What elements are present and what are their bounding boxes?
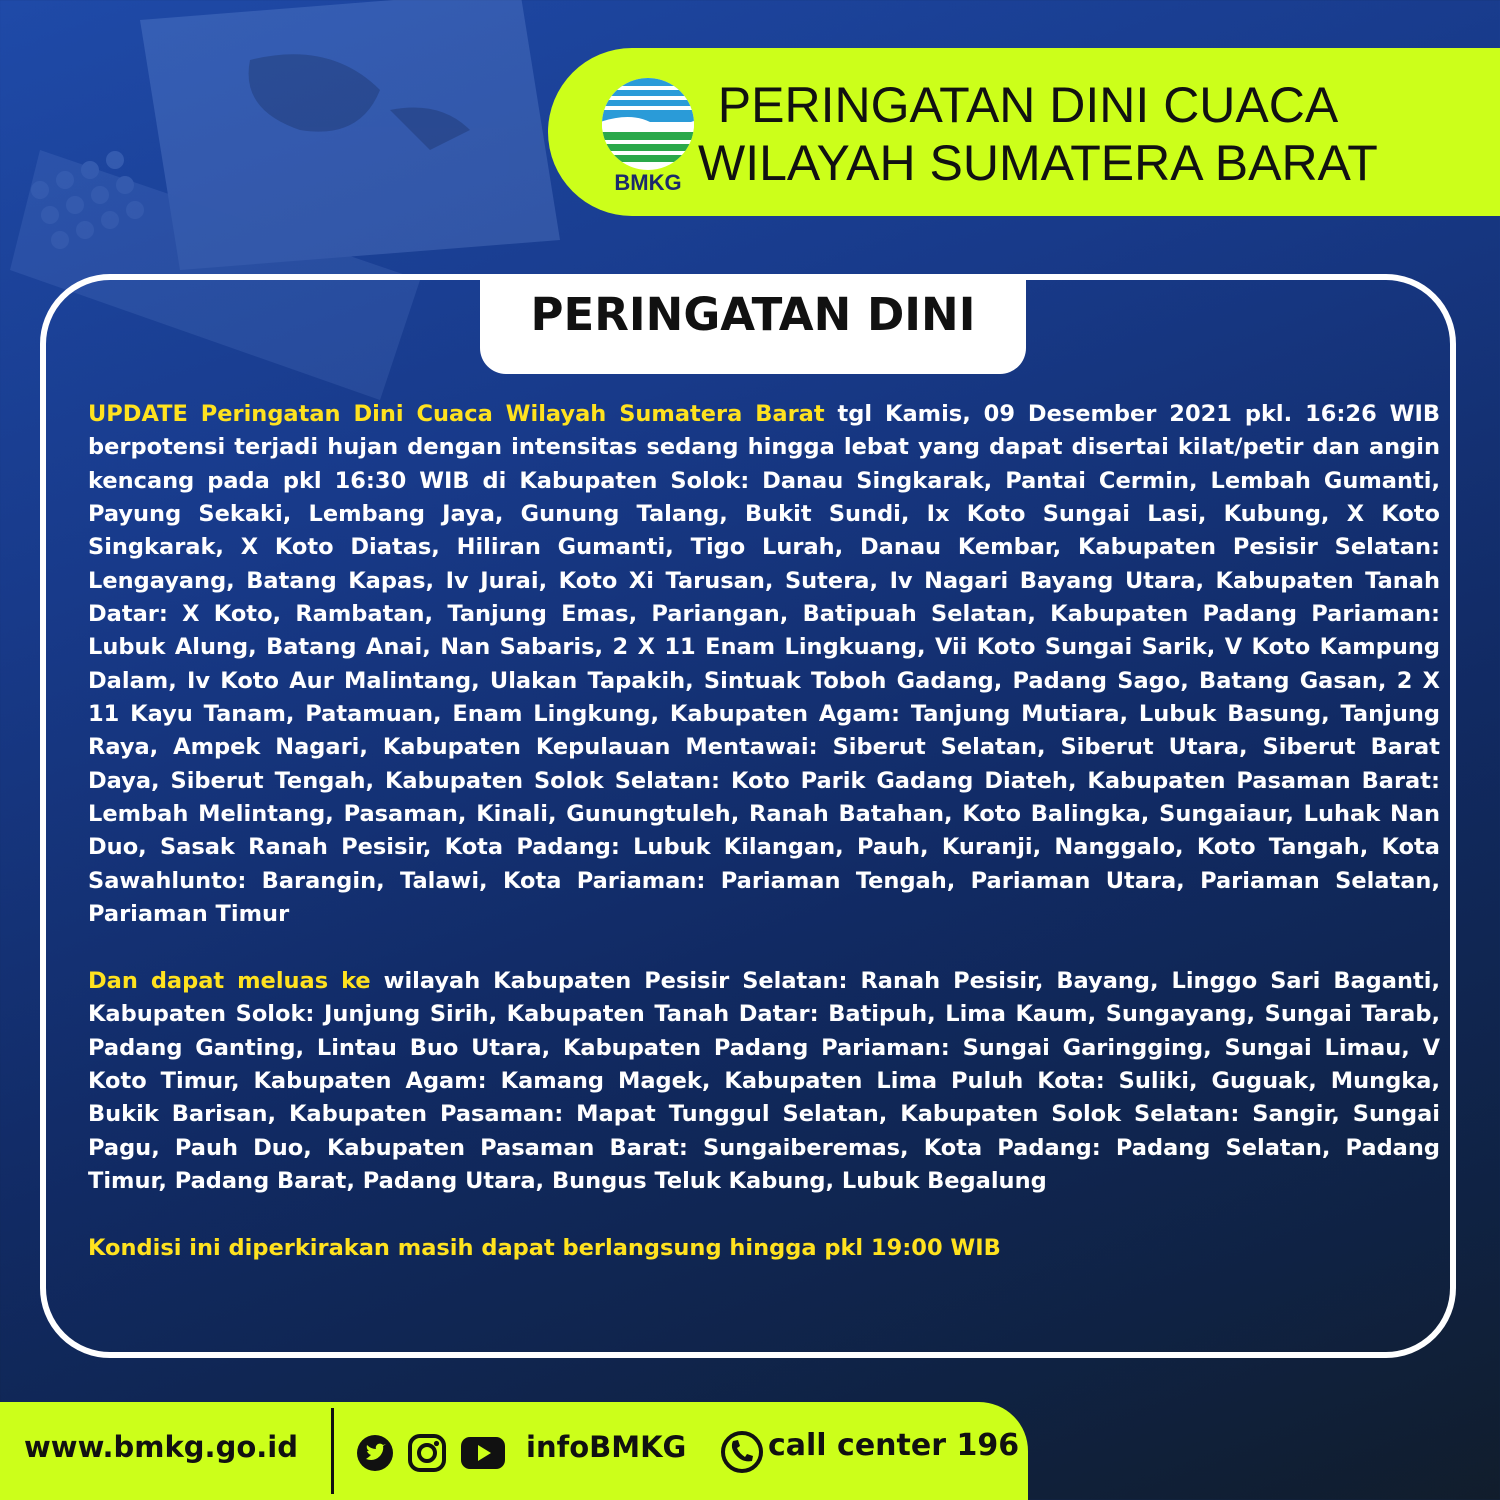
paragraph-expansion [88, 965, 1440, 1198]
update-text: tgl Kamis, 09 Desember 2021 pkl. 16:26 WIB berpotensi terjadi hujan dengan intensitas sedang hingga lebat yang dapat disertai kilat/petir dan angin kencang pada pkl 16:30 WIB di Kabupaten Solok: Danau Singkarak, Pantai Cermin, Lembah Gumanti, Payung Sekaki, Lembang Jaya, Gunung Talang, Bukit Sundi, Ix Koto Sungai Lasi, Kubung, X Koto Singkarak, X Koto Diatas, Hiliran Gumanti, Tigo Lurah, Danau Kembar, Kabupaten Pesisir Selatan: Lengayang, Batang Kapas, Iv Jurai, Koto Xi Tarusan, Sutera, Iv Nagari Bayang Utara, Kabupaten Tanah Datar: X Koto, Rambatan, Tanjung Emas, Pariangan, Batipuah Selatan, Kabupaten Padang Pariaman: Lubuk Alung, Batang Anai, Nan Sabaris, 2 X 11 Enam Lingkuang, Vii Koto Sungai Sarik, V Koto Kampung Dalam, Iv Koto Aur Malintang, Ulakan Tapakih, Sintuak Toboh Gadang, Padang Sago, Batang Gasan, 2 X 11 Kayu Tanam, Patamuan, Enam Lingkung, Kabupaten Agam: Tanjung Mutiara, Lubuk Basung, Tanjung Raya, Ampek Nagari, Kabupaten Kepulauan Mentawai: Siberut Selatan, Siberut Utara, Siberut Barat Daya, Siberut Tengah, Kabupaten Solok Selatan: Koto Parik Gadang Diateh, Kabupaten Pasaman Barat: Lembah Melintang, Pasaman, Kinali, Gunungtuleh, Ranah Batahan, Koto Balingka, Sungaiaur, Luhak Nan Duo, Sasak Ranah Pesisir, Kota Padang: Lubuk Kilangan, Pauh, Kuranji, Nanggalo, Koto Tangah, Kota Sawahlunto: Barangin, Talawi, Kota Pariaman: Pariaman Tengah, Pariaman Utara, Pariaman Selatan, Pariaman Timur [88, 401, 1440, 928]
title-line-2: WILAYAH SUMATERA BARAT [698, 135, 1378, 191]
page-title [698, 76, 1378, 192]
header-banner [548, 48, 1500, 216]
expansion-text: wilayah Kabupaten Pesisir Selatan: Ranah Pesisir, Bayang, Linggo Sari Baganti, Kabupaten Solok: Junjung Sirih, Kabupaten Tanah Datar: Batipuh, Lima Kaum, Sungayang, Sungai Tarab, Padang Ganting, Lintau Buo Utara, Kabupaten Padang Pariaman: Sungai Garingging, Sungai Limau, V Koto Timur, Kabupaten Agam: Kamang Magek, Kabupaten Lima Puluh Kota: Suliki, Guguak, Mungka, Bukik Barisan, Kabupaten Pasaman: Mapat Tunggul Selatan, Kabupaten Solok Selatan: Sangir, Sungai Pagu, Pauh Duo, Kabupaten Pasaman Barat: Sungaiberemas, Kota Padang: Padang Selatan, Padang Timur, Padang Barat, Padang Utara, Bungus Teluk Kabung, Lubuk Begalung [88, 967, 1440, 1194]
phone-icon [720, 1430, 764, 1474]
paragraph-update [88, 398, 1440, 932]
website-link[interactable]: www.bmkg.go.id [24, 1430, 298, 1464]
expansion-highlight: Dan dapat meluas ke [88, 967, 371, 994]
logo-text: BMKG [614, 170, 682, 195]
card-tab-title: PERINGATAN DINI [480, 276, 1026, 374]
update-highlight: UPDATE Peringatan Dini Cuaca Wilayah Sumatera Barat [88, 401, 825, 427]
social-handle[interactable]: infoBMKG [526, 1430, 687, 1464]
condition-note: Kondisi ini diperkirakan masih dapat berlangsung hingga pkl 19:00 WIB [88, 1234, 1001, 1261]
bmkg-logo [600, 76, 696, 200]
footer-bar [0, 1402, 1028, 1500]
warning-content [88, 398, 1440, 1298]
call-center[interactable]: call center 196 [768, 1428, 1020, 1463]
bmkg-logo-icon [600, 76, 696, 172]
twitter-icon[interactable] [356, 1434, 394, 1472]
youtube-icon[interactable] [460, 1436, 506, 1470]
title-line-1: PERINGATAN DINI CUACA [717, 77, 1339, 133]
footer-divider [331, 1408, 334, 1494]
instagram-icon[interactable] [408, 1434, 446, 1472]
